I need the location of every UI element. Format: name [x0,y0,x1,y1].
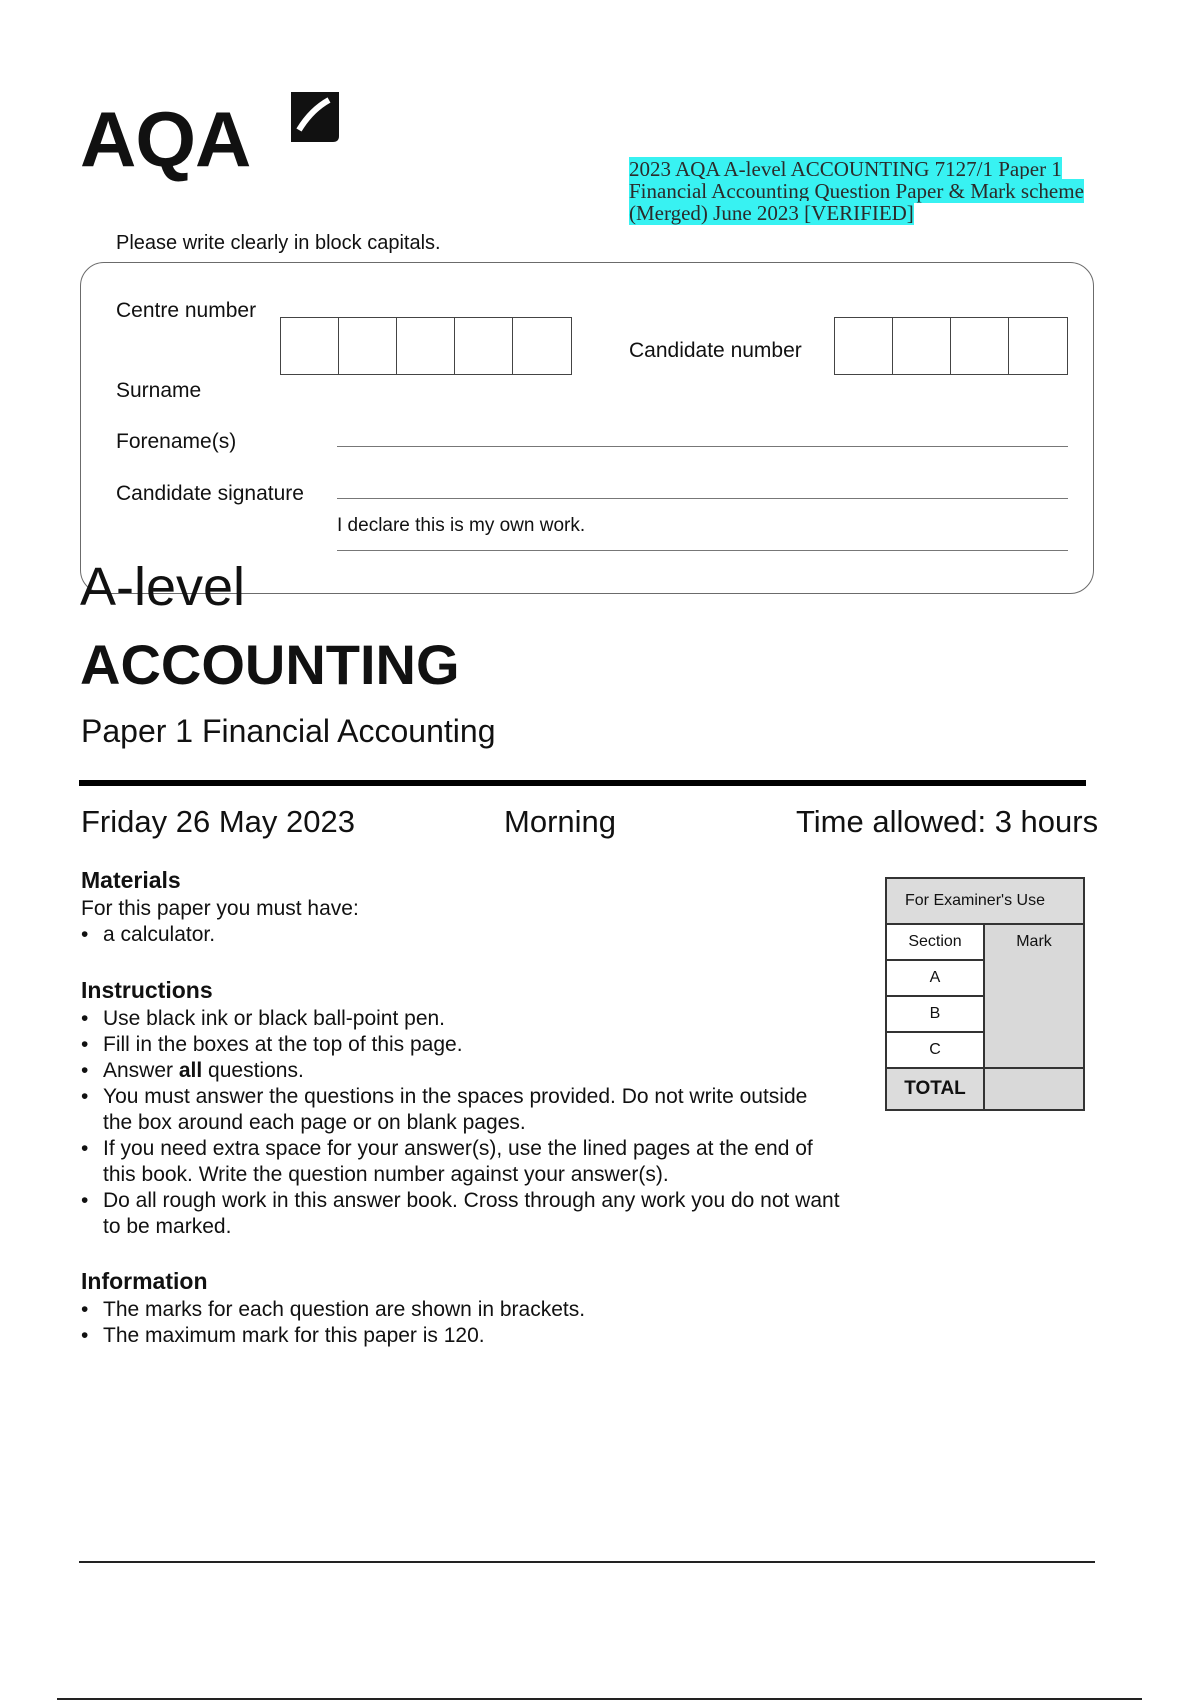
mark-column-header: Mark [984,924,1084,1068]
bottom-divider [79,1561,1095,1563]
section-cell: C [886,1032,984,1068]
list-item: • a calculator. [81,922,841,948]
list-item: • The marks for each question are shown in brackets. [81,1297,841,1323]
logo-text: AQA [80,95,251,183]
list-item: • Use black ink or black ball-point pen. [81,1006,841,1032]
list-item: • Fill in the boxes at the top of this page. [81,1032,841,1058]
paper-title: Paper 1 Financial Accounting [81,713,496,749]
section-column-header: Section [886,924,984,960]
centre-number-label: Centre number [116,299,257,322]
list-item: • Do all rough work in this answer book. Cross through any work you do not want to be marked. [81,1188,841,1240]
surname-label: Surname [116,379,202,402]
list-item: • The maximum mark for this paper is 120. [81,1323,841,1349]
centre-digit-box[interactable] [397,318,455,374]
examiner-table-title: For Examiner's Use [886,878,1084,924]
materials-heading: Materials [81,867,181,893]
list-item: • If you need extra space for your answer(s), use the lined pages at the end of this book. Write the question number against your answer(s). [81,1136,841,1188]
information-heading: Information [81,1268,208,1294]
total-label: TOTAL [886,1068,984,1110]
candidate-digit-box[interactable] [1009,318,1067,374]
centre-digit-box[interactable] [455,318,513,374]
subject-title: ACCOUNTING [80,633,460,696]
candidate-digit-box[interactable] [951,318,1009,374]
forenames-label: Forename(s) [116,430,237,453]
section-cell: A [886,960,984,996]
signature-label: Candidate signature [116,482,304,505]
document-title-highlight: 2023 AQA A-level ACCOUNTING 7127/1 Paper 1 Financial Accounting Question Paper & Mark scheme (Merged) June 2023 [VERIFIED] [629,157,1084,225]
candidate-number-boxes[interactable] [834,317,1068,375]
candidate-digit-box[interactable] [893,318,951,374]
materials-section [81,866,841,948]
centre-digit-box[interactable] [513,318,571,374]
exam-date: Friday 26 May 2023 [81,804,355,839]
list-item: • You must answer the questions in the spaces provided. Do not write outside the box around each page or on blank pages. [81,1084,841,1136]
total-mark-cell[interactable] [984,1068,1084,1110]
section-cell: B [886,996,984,1032]
forenames-line[interactable] [337,446,1068,447]
qualification-level: A-level [80,557,246,617]
instructions-section [81,976,841,1240]
centre-number-boxes[interactable] [280,317,572,375]
declaration-text: I declare this is my own work. [337,515,586,536]
heading-divider [79,780,1086,786]
time-allowed: Time allowed: 3 hours [796,804,1099,839]
candidate-digit-box[interactable] [835,318,893,374]
aqa-logo [80,88,345,188]
logo-mark-icon [285,88,343,146]
signature-line[interactable] [337,498,1068,499]
candidate-number-label: Candidate number [629,339,802,362]
form-instruction: Please write clearly in block capitals. [116,232,441,254]
information-section [81,1267,841,1349]
examiner-use-table [885,877,1085,1111]
materials-intro: For this paper you must have: [81,897,359,920]
exam-session: Morning [504,804,616,839]
list-item: • Answer all questions. [81,1058,841,1084]
declaration-line [337,550,1068,551]
centre-digit-box[interactable] [281,318,339,374]
centre-digit-box[interactable] [339,318,397,374]
instructions-heading: Instructions [81,977,213,1003]
